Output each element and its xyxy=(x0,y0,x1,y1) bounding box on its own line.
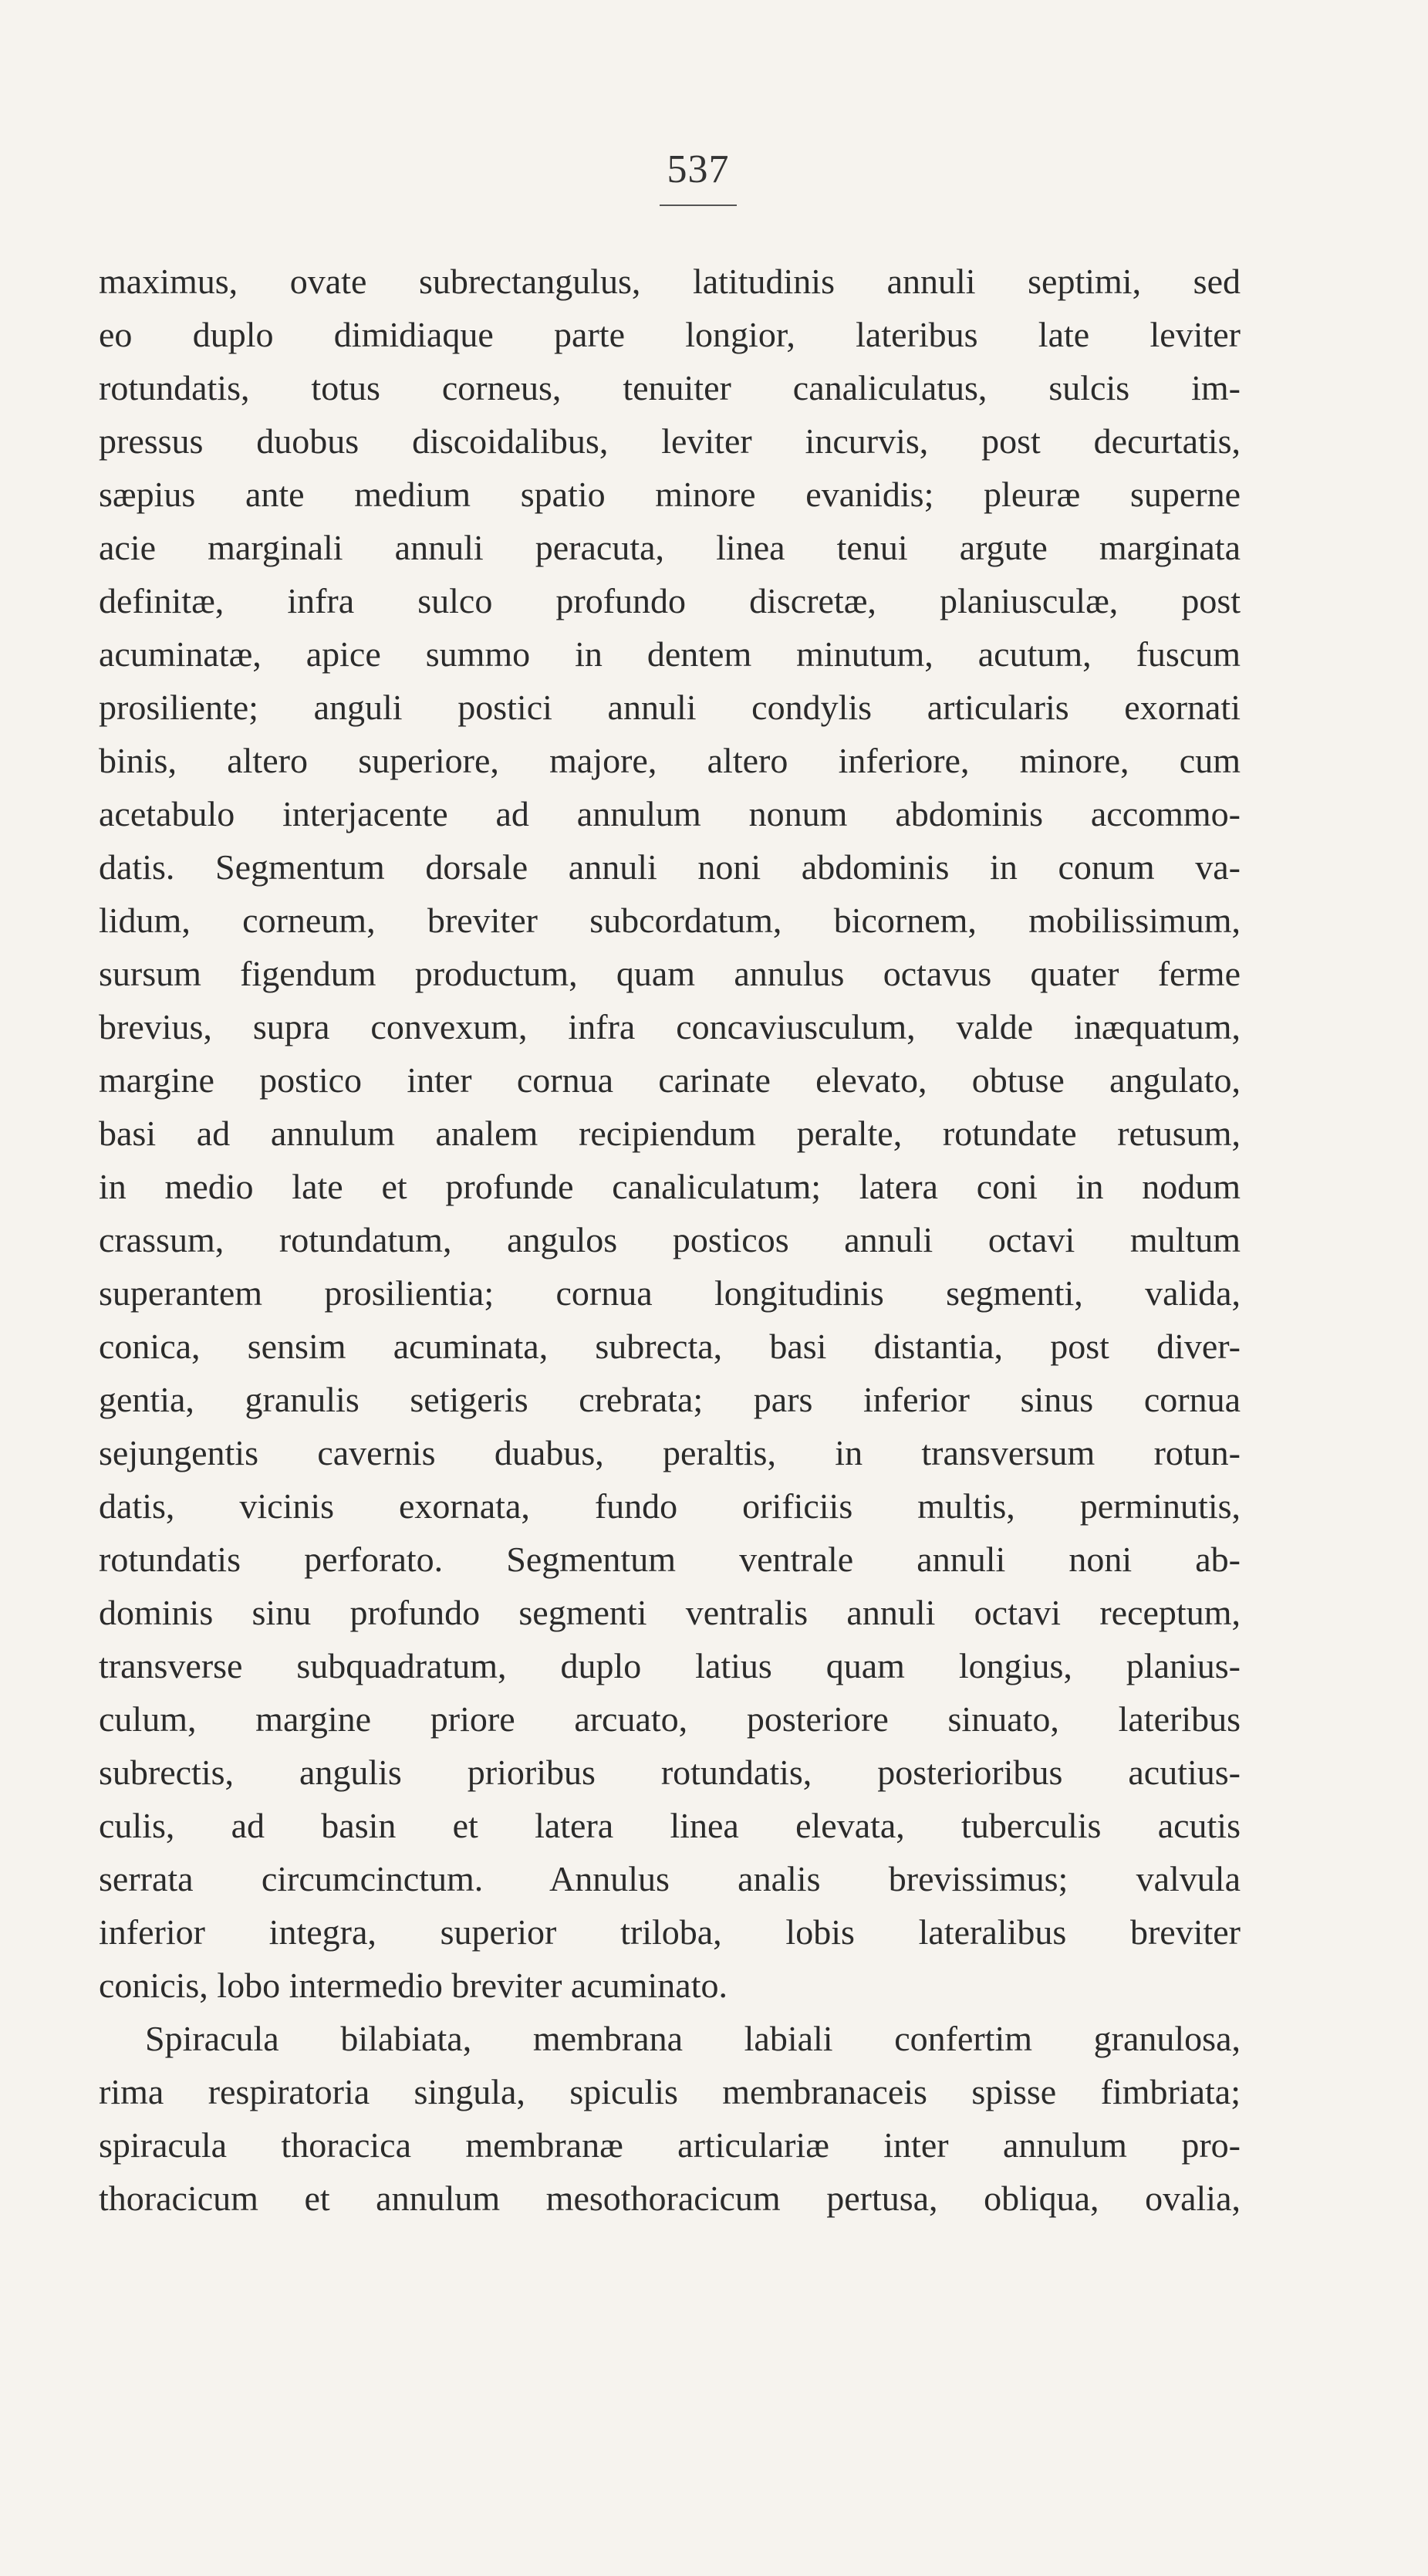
text-line: pressus duobus discoidalibus, leviter incurvis, post decurtatis, xyxy=(99,421,1241,461)
paragraph-start-line: Spiracula bilabiata, membrana labiali confertim granulosa, xyxy=(145,2019,1241,2058)
text-line: maximus, ovate subrectangulus, latitudinis annuli septimi, sed xyxy=(99,262,1241,301)
text-line: sæpius ante medium spatio minore evanidis; pleuræ superne xyxy=(99,475,1241,514)
text-line: definitæ, infra sulco profundo discretæ, planiusculæ, post xyxy=(99,581,1241,620)
text-line: culum, margine priore arcuato, posteriore sinuato, lateribus xyxy=(99,1699,1241,1739)
text-line: superantem prosilientia; cornua longitudinis segmenti, valida, xyxy=(99,1273,1241,1313)
text-line: lidum, corneum, breviter subcordatum, bicornem, mobilissimum, xyxy=(99,901,1241,940)
text-line: margine postico inter cornua carinate elevato, obtuse angulato, xyxy=(99,1060,1241,1100)
text-line: acie marginali annuli peracuta, linea tenui argute marginata xyxy=(99,528,1241,567)
text-line: binis, altero superiore, majore, altero inferiore, minore, cum xyxy=(99,741,1241,780)
text-line: culis, ad basin et latera linea elevata, tuberculis acutis xyxy=(99,1806,1241,1845)
text-line: prosiliente; anguli postici annuli condylis articularis exornati xyxy=(99,688,1241,727)
text-line: serrata circumcinctum. Annulus analis brevissimus; valvula xyxy=(99,1859,1241,1898)
paragraph-end-line: conicis, lobo intermedio breviter acuminato. xyxy=(99,1966,728,2005)
text-line: in medio late et profunde canaliculatum; latera coni in nodum xyxy=(99,1167,1241,1206)
text-line: conica, sensim acuminata, subrecta, basi distantia, post diver- xyxy=(99,1327,1241,1366)
text-line: sursum figendum productum, quam annulus octavus quater ferme xyxy=(99,954,1241,993)
text-line: thoracicum et annulum mesothoracicum pertusa, obliqua, ovalia, xyxy=(99,2179,1241,2218)
page-number-rule xyxy=(660,205,737,206)
text-line: acetabulo interjacente ad annulum nonum abdominis accommo- xyxy=(99,794,1241,833)
text-line: basi ad annulum analem recipiendum peralte, rotundate retusum, xyxy=(99,1114,1241,1153)
text-line: datis, vicinis exornata, fundo orificiis multis, perminutis, xyxy=(99,1486,1241,1526)
text-line: inferior integra, superior triloba, lobis lateralibus breviter xyxy=(99,1912,1241,1952)
text-line: transverse subquadratum, duplo latius quam longius, planius- xyxy=(99,1646,1241,1685)
text-line: gentia, granulis setigeris crebrata; pars inferior sinus cornua xyxy=(99,1380,1241,1419)
text-line: subrectis, angulis prioribus rotundatis, posterioribus acutius- xyxy=(99,1753,1241,1792)
text-line: rima respiratoria singula, spiculis membranaceis spisse fimbriata; xyxy=(99,2072,1241,2111)
text-line: dominis sinu profundo segmenti ventralis annuli octavi receptum, xyxy=(99,1593,1241,1632)
text-line: acuminatæ, apice summo in dentem minutum, acutum, fuscum xyxy=(99,634,1241,674)
text-line: eo duplo dimidiaque parte longior, lateribus late leviter xyxy=(99,315,1241,354)
text-line: datis. Segmentum dorsale annuli noni abdominis in conum va- xyxy=(99,847,1241,887)
text-line: rotundatis, totus corneus, tenuiter canaliculatus, sulcis im- xyxy=(99,368,1241,407)
text-line: rotundatis perforato. Segmentum ventrale annuli noni ab- xyxy=(99,1540,1241,1579)
body-text xyxy=(99,255,1241,2225)
text-line: brevius, supra convexum, infra concaviusculum, valde inæquatum, xyxy=(99,1007,1241,1046)
text-line: spiracula thoracica membranæ articulariæ inter annulum pro- xyxy=(99,2125,1241,2165)
text-line: sejungentis cavernis duabus, peraltis, in transversum rotun- xyxy=(99,1433,1241,1472)
text-line: crassum, rotundatum, angulos posticos annuli octavi multum xyxy=(99,1220,1241,1259)
page-number: 537 xyxy=(667,147,730,191)
